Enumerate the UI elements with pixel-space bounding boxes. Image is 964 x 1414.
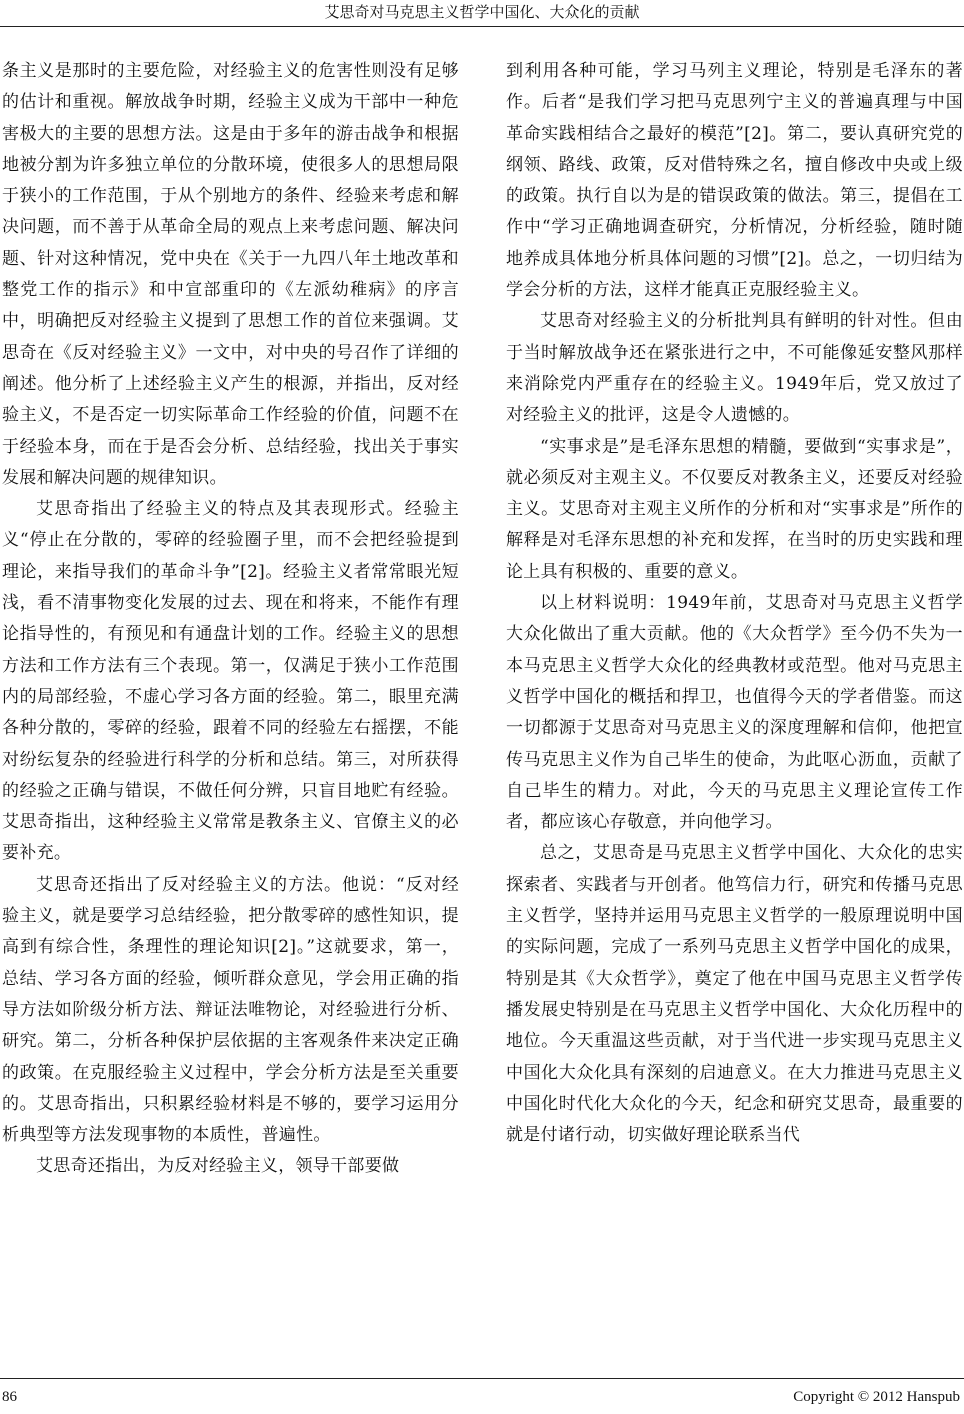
header-divider [0, 26, 964, 27]
paragraph: 艾思奇对经验主义的分析批判具有鲜明的针对性。但由于当时解放战争还在紧张进行之中，不可能像延安整风那样来消除党内严重存在的经验主义。1949年后，党又放过了对经验主义的批评，这是令人遗憾的。 [506, 311, 963, 426]
running-header: 艾思奇对马克思主义哲学中国化、大众化的贡献 [324, 3, 640, 21]
paragraph: 艾思奇还指出，为反对经验主义，领导干部要做 [36, 1156, 400, 1177]
paragraph: 艾思奇还指出了反对经验主义的方法。他说：“反对经验主义，就是要学习总结经验，把分散零碎的感性知识，提高到有综合性，条理性的理论知识[2]。”这就要求，第一，总结、学习各方面的经验，倾听群众意见，学会用正确的指导方法如阶级分析方法、辩证法唯物论，对经验进行分析、研究。第二，分析各种保护层依据的主客观条件来决定正确的政策。在克服经验主义过程中，学会分析方法是至关重要的。艾思奇指出，只积累经验材料是不够的，要学习运用分析典型等方法发现事物的本质性，普遍性。 [2, 874, 459, 1146]
footer-divider [0, 1378, 964, 1379]
page-number: 86 [2, 1389, 17, 1405]
paragraph: 条主义是那时的主要危险，对经验主义的危害性则没有足够的估计和重视。解放战争时期，经验主义成为干部中一种危害极大的主要的思想方法。这是由于多年的游击战争和根据地被分割为许多独立单位的分散环境，使很多人的思想局限于狭小的工作范围，于从个别地方的条件、经验来考虑和解决问题，而不善于从革命全局的观点上来考虑问题、解决问题、针对这种情况，党中央在《关于一九四八年土地改革和整党工作的指示》和中宣部重印的《左派幼稚病》的序言中，明确把反对经验主义提到了思想工作的首位来强调。艾思奇在《反对经验主义》一文中，对中央的号召作了详细的阐述。他分析了上述经验主义产生的根源，并指出，反对经验主义，不是否定一切实际革命工作经验的价值，问题不在于经验本身，而在于是否会分析、总结经验，找出关于事实发展和解决问题的规律知识。 [2, 61, 459, 488]
copyright-notice: Copyright © 2012 Hanspub [793, 1389, 960, 1405]
paragraph: “实事求是”是毛泽东思想的精髓，要做到“实事求是”，就必须反对主观主义。不仅要反对教条主义，还要反对经验主义。艾思奇对主观主义所作的分析和对“实事求是”所作的解释是对毛泽东思想的补充和发挥，在当时的历史实践和理论上具有积极的、重要的意义。 [506, 436, 963, 582]
paragraph: 艾思奇指出了经验主义的特点及其表现形式。经验主义“停止在分散的，零碎的经验圈子里，而不会把经验提到理论，来指导我们的革命斗争”[2]。经验主义者常常眼光短浅，看不清事物变化发展的过去、现在和将来，不能作有理论指导性的，有预见和有通盘计划的工作。经验主义的思想方法和工作方法有三个表现。第一，仅满足于狭小工作范围内的局部经验，不虚心学习各方面的经验。第二，眼里充满各种分散的，零碎的经验，跟着不同的经验左右摇摆，不能对纷纭复杂的经验进行科学的分析和总结。第三，对所获得的经验之正确与错误，不做任何分辨，只盲目地贮有经验。艾思奇指出，这种经验主义常常是教条主义、官僚主义的必要补充。 [2, 499, 459, 864]
right-column [506, 56, 963, 1151]
paragraph: 到利用各种可能，学习马列主义理论，特别是毛泽东的著作。后者“是我们学习把马克思列宁主义的普遍真理与中国革命实践相结合之最好的模范”[2]。第二，要认真研究党的纲领、路线、政策，反对借特殊之名，擅自修改中央或上级的政策。执行自以为是的错误政策的做法。第三，提倡在工作中“学习正确地调查研究，分析情况，分析经验，随时随地养成具体地分析具体问题的习惯”[2]。总之，一切归结为学会分析的方法，这样才能真正克服经验主义。 [506, 61, 963, 301]
paragraph: 总之，艾思奇是马克思主义哲学中国化、大众化的忠实探索者、实践者与开创者。他笃信力行，研究和传播马克思主义哲学，坚持并运用马克思主义哲学的一般原理说明中国的实际问题，完成了一系列马克思主义哲学中国化的成果，特别是其《大众哲学》，奠定了他在中国马克思主义哲学传播发展史特别是在马克思主义哲学中国化、大众化历程中的地位。今天重温这些贡献，对于当代进一步实现马克思主义中国化大众化具有深刻的启迪意义。在大力推进马克思主义中国化时代化大众化的今天，纪念和研究艾思奇，最重要的就是付诸行动，切实做好理论联系当代 [506, 843, 963, 1146]
left-column [2, 56, 459, 1183]
paragraph: 以上材料说明：1949年前，艾思奇对马克思主义哲学大众化做出了重大贡献。他的《大众哲学》至今仍不失为一本马克思主义哲学大众化的经典教材或范型。他对马克思主义哲学中国化的概括和捍卫，也值得今天的学者借鉴。而这一切都源于艾思奇对马克思主义的深度理解和信仰，他把宣传马克思主义作为自己毕生的使命，为此呕心沥血，贡献了自己毕生的精力。对此，今天的马克思主义理论宣传工作者，都应该心存敬意，并向他学习。 [506, 593, 963, 833]
